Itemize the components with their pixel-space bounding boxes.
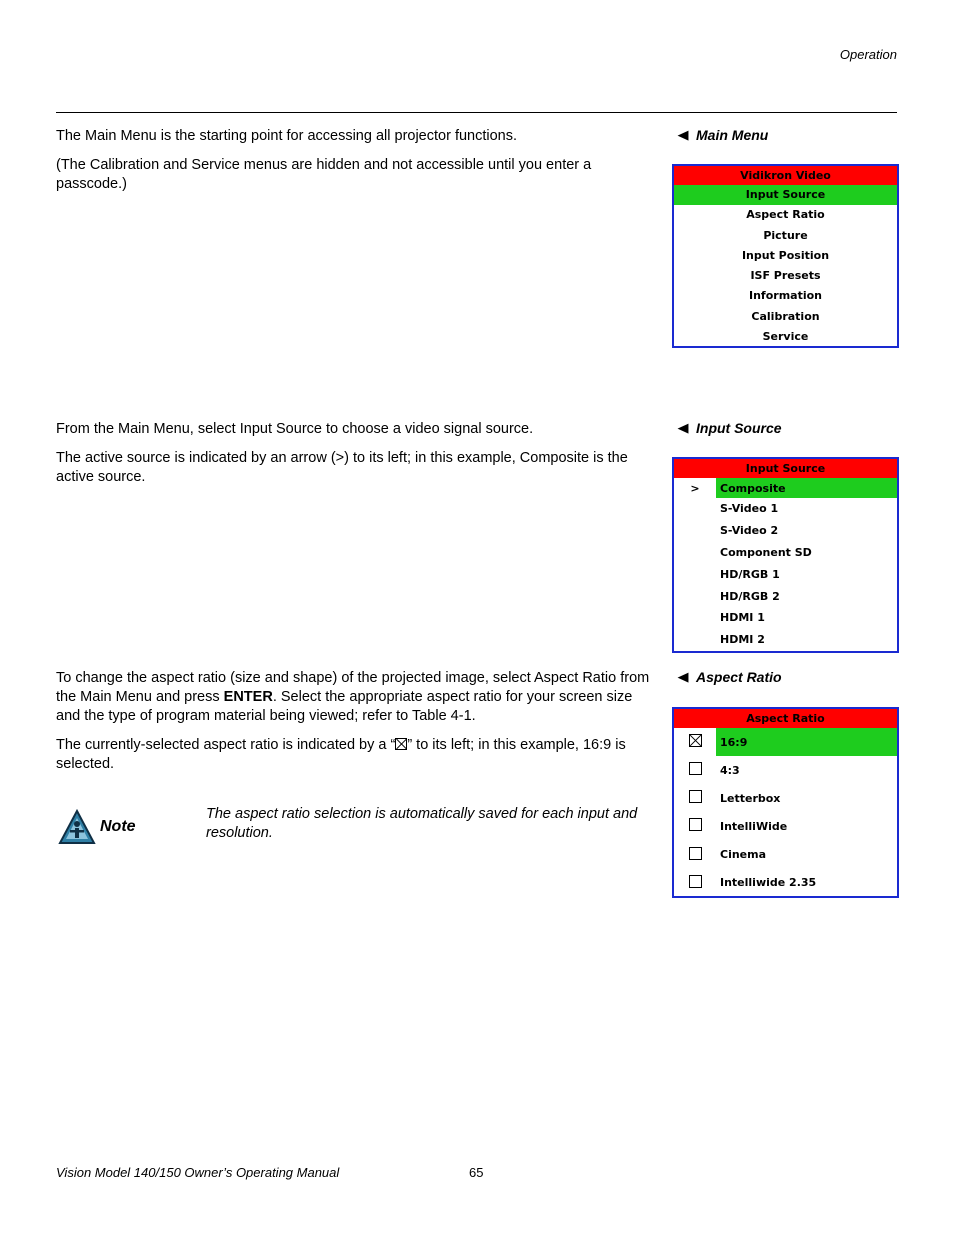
main-menu-caption bbox=[678, 127, 768, 143]
checked-box-icon bbox=[689, 734, 702, 747]
osd-item-label: S-Video 1 bbox=[720, 502, 779, 516]
input-source-caption bbox=[678, 420, 782, 436]
osd-item-cinema[interactable] bbox=[674, 841, 897, 869]
osd-item-s-video-2[interactable] bbox=[674, 520, 897, 542]
osd-item-label: Cinema bbox=[720, 848, 767, 862]
footer-page-number: 65 bbox=[469, 1165, 484, 1180]
caption-arrow-icon: ◀ bbox=[677, 669, 689, 684]
osd-title: Input Source bbox=[674, 459, 897, 478]
osd-item-service[interactable]: Service bbox=[762, 330, 809, 344]
header-rule bbox=[56, 112, 897, 113]
osd-item-label: 4:3 bbox=[720, 763, 740, 777]
osd-item-input-source[interactable]: Input Source bbox=[674, 185, 897, 205]
osd-item-hd-rgb-1[interactable] bbox=[674, 563, 897, 585]
osd-item-aspect-ratio[interactable]: Aspect Ratio bbox=[746, 208, 825, 222]
osd-item-label: HDMI 2 bbox=[720, 633, 765, 647]
osd-item-s-video-1[interactable] bbox=[674, 498, 897, 520]
input-source-caption-text: Input Source bbox=[696, 420, 782, 436]
aspect-ratio-caption bbox=[678, 669, 782, 685]
note-label: Note bbox=[100, 818, 136, 835]
osd-item-label: Letterbox bbox=[720, 791, 781, 805]
unchecked-box-icon bbox=[689, 875, 702, 888]
osd-item-label: Component SD bbox=[720, 545, 812, 559]
main-menu-osd bbox=[672, 164, 899, 348]
unchecked-box-icon bbox=[689, 762, 702, 775]
osd-item-hdmi-1[interactable] bbox=[674, 607, 897, 629]
osd-item-intelliwide-2-35[interactable] bbox=[674, 869, 897, 897]
caption-arrow-icon: ◀ bbox=[677, 420, 689, 435]
aspect-ratio-para-2: The currently-selected aspect ratio is indicated by a “ ” to its left; in this example, 16:9 is selected. bbox=[56, 737, 626, 772]
input-source-text bbox=[56, 420, 636, 497]
osd-item-label: Composite bbox=[716, 478, 897, 498]
osd-item-picture[interactable]: Picture bbox=[763, 228, 808, 242]
osd-item-intelliwide[interactable] bbox=[674, 812, 897, 840]
osd-title: Aspect Ratio bbox=[674, 709, 897, 728]
caption-arrow-icon: ◀ bbox=[677, 127, 689, 142]
osd-item-label: HDMI 1 bbox=[720, 611, 765, 625]
footer-manual-title: Vision Model 140/150 Owner’s Operating Manual bbox=[56, 1165, 340, 1180]
aspect-ratio-caption-text: Aspect Ratio bbox=[696, 669, 782, 685]
osd-title: Vidikron Video bbox=[674, 166, 897, 185]
main-menu-para-1: The Main Menu is the starting point for accessing all projector functions. bbox=[56, 128, 518, 144]
running-header: Operation bbox=[839, 47, 897, 62]
aspect-ratio-text bbox=[56, 669, 656, 784]
unchecked-box-icon bbox=[689, 818, 702, 831]
osd-item-letterbox[interactable] bbox=[674, 784, 897, 812]
input-source-para-2: The active source is indicated by an arrow (>) to its left; in this example, Composite is the active source. bbox=[56, 450, 628, 485]
osd-item-calibration[interactable]: Calibration bbox=[751, 309, 820, 323]
enter-key-label: ENTER bbox=[223, 689, 273, 705]
osd-item-component-sd[interactable] bbox=[674, 542, 897, 564]
unchecked-box-icon bbox=[689, 847, 702, 860]
osd-item-label: HD/RGB 1 bbox=[720, 567, 780, 581]
note-text: The aspect ratio selection is automatically saved for each input and resolution. bbox=[206, 806, 638, 841]
osd-item-label: Intelliwide 2.35 bbox=[720, 876, 817, 890]
note-icon bbox=[58, 809, 96, 845]
aspect-ratio-para-1: To change the aspect ratio (size and shape) of the projected image, select Aspect Ratio from the Main Menu and press ENTER. Select the appropriate aspect ratio for your screen size and the type of program material being viewed; refer to Table 4-1. bbox=[56, 670, 650, 724]
osd-item-hdmi-2[interactable] bbox=[674, 629, 897, 651]
checked-box-icon bbox=[395, 738, 407, 750]
osd-item-information[interactable]: Information bbox=[749, 289, 822, 303]
main-menu-text bbox=[56, 127, 636, 204]
osd-item-4-3[interactable] bbox=[674, 756, 897, 784]
osd-item-label: HD/RGB 2 bbox=[720, 589, 780, 603]
active-source-marker: > bbox=[690, 481, 700, 495]
osd-item-hd-rgb-2[interactable] bbox=[674, 585, 897, 607]
unchecked-box-icon bbox=[689, 790, 702, 803]
input-source-para-1: From the Main Menu, select Input Source to choose a video signal source. bbox=[56, 421, 534, 437]
osd-item-composite[interactable] bbox=[674, 478, 897, 498]
main-menu-para-2: (The Calibration and Service menus are hidden and not accessible until you enter a passcode.) bbox=[56, 157, 592, 192]
osd-item-isf-presets[interactable]: ISF Presets bbox=[750, 269, 821, 283]
aspect-ratio-osd bbox=[672, 707, 899, 898]
input-source-osd bbox=[672, 457, 899, 653]
osd-item-label: IntelliWide bbox=[720, 819, 788, 833]
osd-item-16-9[interactable] bbox=[674, 728, 897, 756]
main-menu-caption-text: Main Menu bbox=[696, 127, 769, 143]
osd-item-label: S-Video 2 bbox=[720, 524, 779, 538]
osd-item-input-position[interactable]: Input Position bbox=[741, 248, 830, 262]
osd-item-label: 16:9 bbox=[716, 728, 897, 756]
